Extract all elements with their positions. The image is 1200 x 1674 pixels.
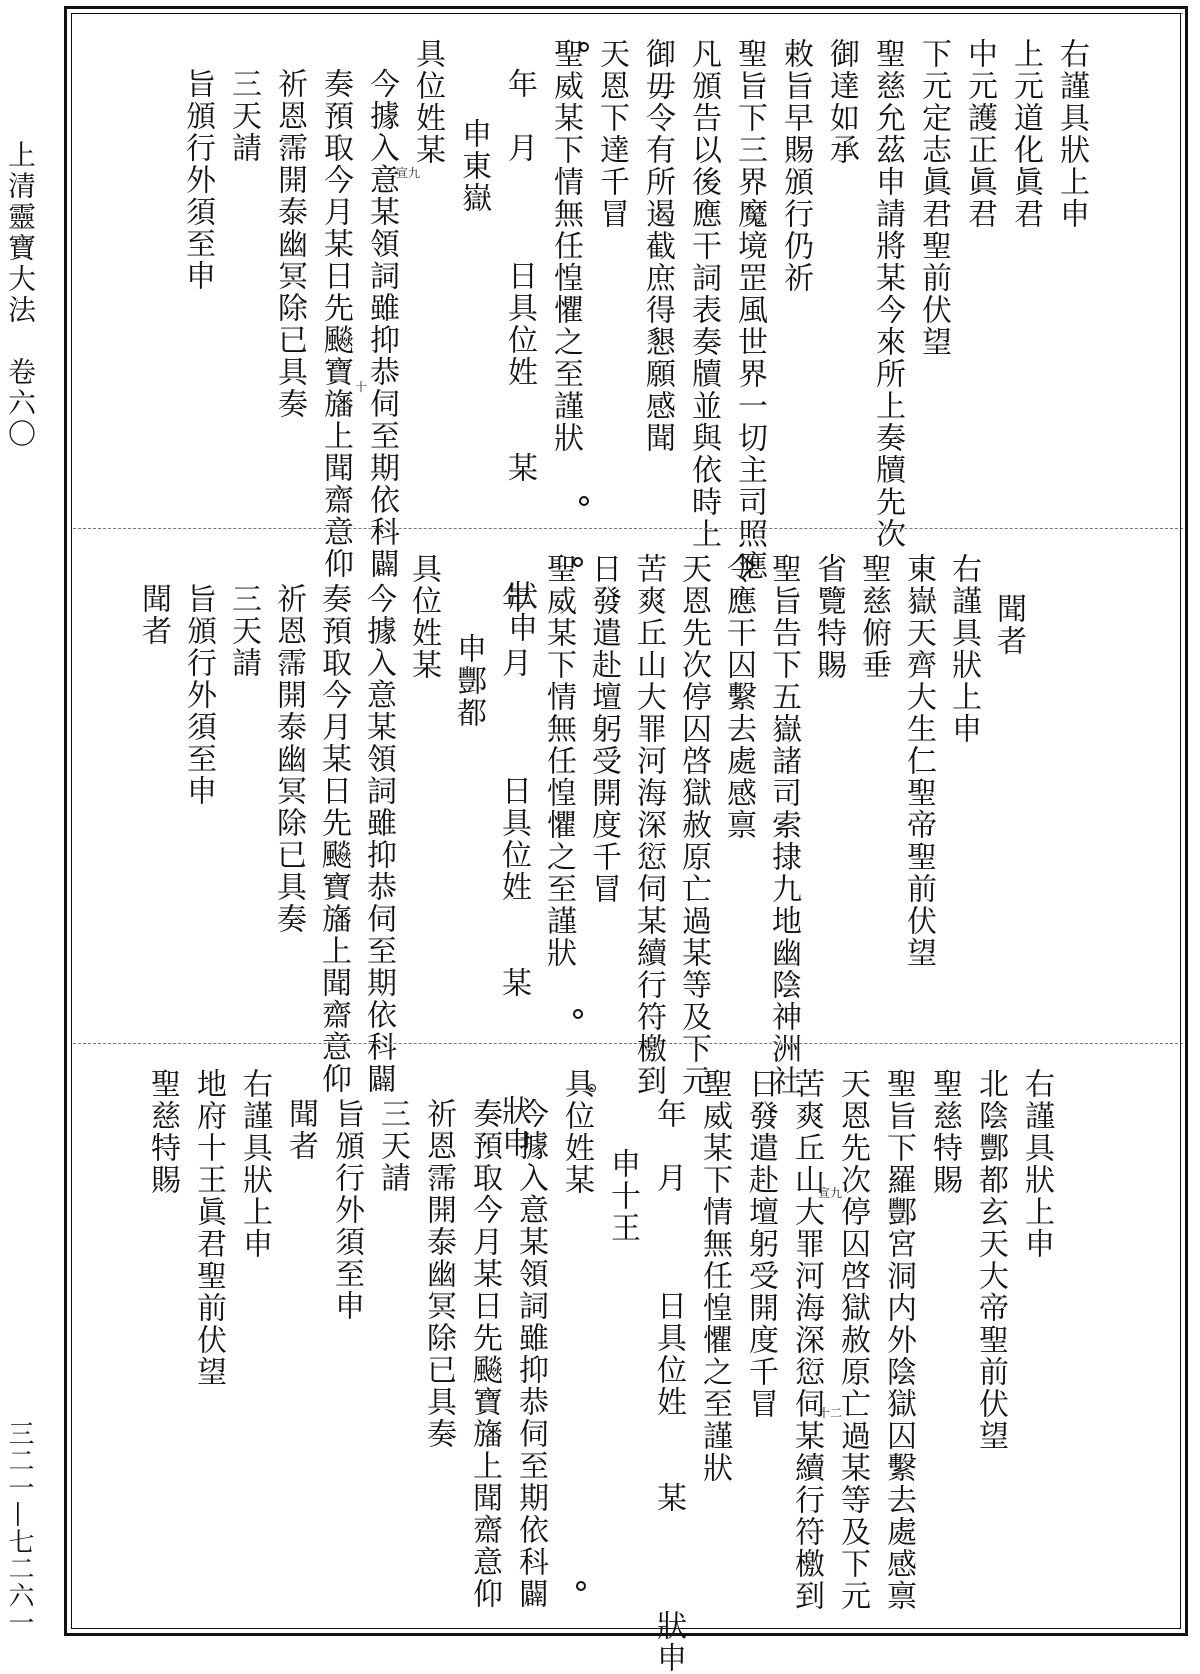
text-column: 今據入意某領詞雖抑恭伺至期依科闢 bbox=[364, 68, 399, 580]
text-column: 苦爽丘山大罪河海深愆伺某續行符檄到 bbox=[789, 1068, 824, 1612]
text-column: 天恩先次停囚啓獄赦原亡過某等及下元 bbox=[835, 1068, 870, 1612]
text-column: 聖慈俯垂 bbox=[856, 553, 891, 681]
text-column: 具位姓某 bbox=[406, 553, 441, 681]
text-column: 旨頒行外須至申 bbox=[181, 583, 216, 807]
text-column: 聖威某下情無任惶懼之至謹狀 bbox=[548, 38, 583, 454]
text-column: 申東嶽 bbox=[456, 118, 491, 214]
text-column: 聖威某下情無任惶懼之至謹狀 bbox=[541, 553, 576, 969]
text-column: 北陰酆都玄天大帝聖前伏望 bbox=[973, 1068, 1008, 1452]
text-column: 三天請 bbox=[226, 68, 261, 164]
text-column: 天恩先次停囚啓獄赦原亡過某等及下元 bbox=[676, 553, 711, 1097]
text-column: 右謹具狀上申 bbox=[1019, 1068, 1054, 1260]
text-column: 三天請 bbox=[375, 1098, 410, 1194]
text-column: 祈恩霈開泰幽冥除已具奏 bbox=[272, 68, 307, 420]
text-column: 具位姓某 bbox=[410, 38, 445, 166]
text-column: 令應干囚繫去處感禀 bbox=[721, 553, 756, 841]
text-column: 右謹具狀上申 bbox=[946, 553, 981, 745]
text-column: 祈恩霈開泰幽冥除已具奏 bbox=[271, 583, 306, 935]
text-column: 聖慈特賜 bbox=[145, 1068, 180, 1196]
page-frame bbox=[64, 6, 1188, 1674]
margin-annotation: 宣九 bbox=[818, 1186, 843, 1200]
text-column: 中元護正眞君 bbox=[962, 38, 997, 230]
circle-mark bbox=[579, 42, 589, 52]
register-bottom bbox=[73, 1043, 1183, 1674]
text-column: 聞者 bbox=[991, 593, 1026, 657]
text-column: 奏預取今月某日先飈寶旛上聞齋意仰 bbox=[467, 1098, 502, 1610]
margin-page-number: 三二一—七二六一 bbox=[4, 1420, 34, 1636]
text-column: 年 月 日具位姓 某 狀申 bbox=[496, 583, 531, 1159]
text-column: 聖旨下羅酆宮洞内外陰獄囚繫去處感禀 bbox=[881, 1068, 916, 1612]
text-column: 日發遣赴壇躬受開度千冒 bbox=[586, 553, 621, 905]
text-column: 聞者 bbox=[283, 1098, 318, 1162]
text-column: 上元道化眞君 bbox=[1008, 38, 1043, 230]
circle-mark bbox=[588, 1084, 596, 1092]
text-column: 地府十王眞君聖前伏望 bbox=[191, 1068, 226, 1388]
text-column: 奏預取今月某日先飈寶旛上聞齋意仰 bbox=[318, 68, 353, 580]
circle-mark bbox=[573, 557, 583, 567]
text-column: 右謹具狀上申 bbox=[1054, 38, 1089, 230]
text-column: 凡頒告以後應干詞表奏牘並與依時上 bbox=[686, 38, 721, 550]
text-column: 下元定志眞君聖前伏望 bbox=[916, 38, 951, 358]
text-column: 東嶽天齊大生仁聖帝聖前伏望 bbox=[901, 553, 936, 969]
text-column: 聞者 bbox=[136, 583, 171, 647]
margin-annotation: 十二 bbox=[818, 1406, 843, 1420]
circle-mark bbox=[579, 496, 589, 506]
text-column: 具位姓某 bbox=[559, 1068, 594, 1196]
text-column: 今據入意某領詞雖抑恭伺至期依科闢 bbox=[361, 583, 396, 1095]
text-column: 聖旨下三界魔境罡風世界一切主司照應 bbox=[732, 38, 767, 582]
margin-annotation: 宣九 bbox=[396, 166, 421, 180]
text-column: 聖旨告下五嶽諸司索捸九地幽陰神洲社 bbox=[766, 553, 801, 1097]
text-column: 祈恩霈開泰幽冥除已具奏 bbox=[421, 1098, 456, 1450]
text-column: 三天請 bbox=[226, 583, 261, 679]
text-column: 聖慈特賜 bbox=[927, 1068, 962, 1196]
text-column: 御達如承 bbox=[824, 38, 859, 166]
text-column: 聖慈允茲申請將某今來所上奏牘先次 bbox=[870, 38, 905, 550]
text-column: 申十王 bbox=[605, 1148, 640, 1244]
text-column: 旨頒行外須至申 bbox=[329, 1098, 364, 1322]
circle-mark bbox=[576, 1581, 586, 1591]
text-column: 旨頒行外須至申 bbox=[180, 68, 215, 292]
text-column: 今據入意某領詞雖抑恭伺至期依科闢 bbox=[513, 1098, 548, 1610]
text-column: 天恩下達千冒 bbox=[594, 38, 629, 230]
text-column: 年 月 日具位姓 某 狀申 bbox=[651, 1098, 686, 1674]
text-column: 申酆都 bbox=[451, 633, 486, 729]
text-column: 奏預取今月某日先飈寶旛上聞齋意仰 bbox=[316, 583, 351, 1095]
margin-annotation: 十 bbox=[355, 380, 368, 394]
text-column: 年 月 日具位姓 某 狀申 bbox=[502, 68, 537, 644]
text-column: 右謹具狀上申 bbox=[237, 1068, 272, 1260]
text-column: 聖威某下情無任惶懼之至謹狀 bbox=[697, 1068, 732, 1484]
circle-mark bbox=[573, 1009, 583, 1019]
text-column: 日發遣赴壇躬受開度千冒 bbox=[743, 1068, 778, 1420]
text-column: 御毋令有所遏截庶得懇願感聞 bbox=[640, 38, 675, 454]
text-column: 苦爽丘山大罪河海深愆伺某續行符檄到 bbox=[631, 553, 666, 1097]
text-column: 敕旨早賜頒行仍祈 bbox=[778, 38, 813, 294]
text-column: 省覽特賜 bbox=[811, 553, 846, 681]
margin-book-title: 上清靈寶大法 卷六〇 bbox=[4, 140, 37, 450]
